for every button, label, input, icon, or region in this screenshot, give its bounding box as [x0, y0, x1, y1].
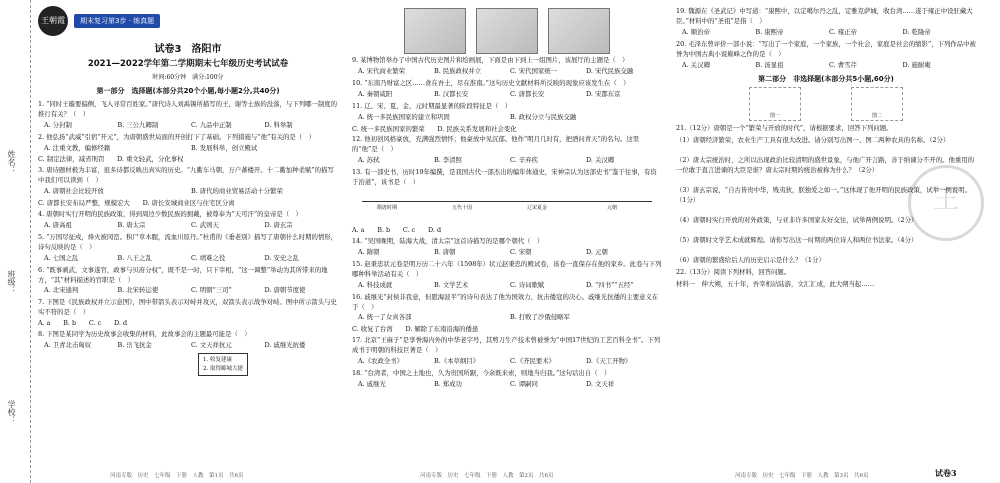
question: （3）唐玄宗说，“自古皆贵中华，贱夷狄，朕独爱之如一。”这体现了他开明的民族政策，试举一例说明。（1分） [676, 186, 971, 204]
question: 8. 下图是某同学为历史故事会收集的材料，此故事会的主题最可能是（ ） [38, 330, 251, 339]
brand-logo: 王朝霞 [38, 6, 68, 36]
exam-title: 2021—2022学年第二学期期末七年级历史考试试卷 [87, 58, 289, 69]
answer-option: D.《天工开物》 [586, 357, 632, 366]
answer-option: A. 顺治帝 [682, 27, 710, 36]
answer-option: A. 七国之乱 [44, 253, 79, 262]
answer-option: A. 注重文教，编修经籍 [44, 143, 111, 152]
question: 10. “东南乃财富之区……食在吾土，尽在淮南。”这句历史文献材料所反映的现象应该发生在（ ） [352, 78, 630, 87]
answer-option: B. 发展科举，创立殿试 [191, 143, 258, 152]
answer-option: A. 隋朝 [358, 247, 380, 256]
answer-option: D. 元朝 [586, 247, 608, 256]
tool-pictures [676, 87, 976, 121]
class-label: 班级： [7, 270, 16, 294]
column-2 [352, 6, 662, 392]
question: 1. “同时王璇要偏侧，飞入寻常百姓家。”唐代诗人刘禹锡所描写的王、谢等士族的没落，与下列哪一制度的推行有关？（ ） [38, 99, 338, 118]
answer-option: B. 三公九卿制 [117, 120, 159, 129]
answer-options [38, 286, 338, 296]
answer-options [38, 121, 338, 131]
answer-option: D. 安史之乱 [264, 253, 300, 262]
answer-option: C. 谭嗣同 [510, 379, 538, 388]
question: 17. 北京“王麻子”是享誉海内外的中华老字号，其剪刀生产技术曾被誉为“中国17世纪的工艺百科全书”。下列成书于明朝的科技巨著是（ ） [352, 336, 661, 355]
footer-page1: 河南专版 历史 七年级 下册 人教 第1页 共6页 [110, 473, 244, 479]
answer-options [352, 113, 662, 123]
answer-options [352, 380, 662, 390]
answer-option: B. 汉都长安 [434, 89, 469, 98]
answer-option: A. 卫青北击匈奴 [44, 341, 92, 350]
question: A. a B. b C. c D. d [352, 226, 442, 235]
answer-option: A. 唐高祖 [44, 220, 72, 229]
part2-heading: 第二部分 非选择题(本部分共5小题,60分) [758, 74, 894, 83]
answer-option: D. 唐玄宗 [264, 220, 293, 229]
question: C. 唐都长安布局严整，规模宏大 D. 唐长安城商业区与住宅区分离 [38, 199, 235, 208]
footer-page3: 河南专版 历史 七年级 下册 人教 第3页 共6页 [735, 473, 869, 479]
question: 13. 有一部史书，历时19年编撰，是我国古代一部杰出的编年体通史，宋神宗认为这部史书“鉴于往事，有资于治道”，该书是（ ） [352, 168, 657, 187]
timeline-label: 元朝 [606, 205, 617, 212]
answer-option: B. 李清照 [434, 156, 462, 165]
answer-option: D. 戚继光抗倭 [264, 341, 306, 350]
answer-option: C. 明朝“三司” [191, 286, 232, 295]
answer-option: B. 唐太宗 [117, 220, 146, 229]
school-label: 学校： [7, 400, 16, 424]
question: A. a B. b C. c D. d [38, 319, 128, 328]
answer-option: D. 乾隆帝 [902, 27, 931, 36]
tool-picture: 图一 [749, 87, 801, 121]
question: （6）唐朝的繁盛给后人的历史启示是什么？（1分） [676, 255, 825, 264]
answer-options [352, 313, 662, 323]
question: 3. 唐诗题材极为丰富，很多诗都反映出真实的历史。“九衢车马朝，万户蕃楼开。十二衢加种柔赋”的描写中我们可以读到（ ） [38, 166, 334, 185]
column-3 [676, 6, 976, 292]
artifact-images [352, 8, 662, 54]
question: 6. “既事剥武，文事遂官，政事与贝府分权”，既不是一时，只下宰相，“这一调整”举动为其所带来的地方，“其”材料描述的官职是（ ） [38, 265, 328, 284]
answer-option: B. 康熙帝 [755, 27, 784, 36]
answer-options [352, 281, 662, 291]
question: C. 制定法律，减省刑罚 D. 重文轻武，分化事权 [38, 155, 184, 164]
paper-tag: 试卷3 [935, 468, 957, 478]
question: 19. 魏源在《圣武记》中写道：“康熙中，以定噶尔丹之乱，定雅克萨城，收台湾……遂于雍正中设驻藏大臣。”材料中的“圣祖”是指（ ） [676, 7, 973, 25]
answer-options [38, 254, 338, 264]
question: 9. 某博物馆举办了中国古代历史图片和绘画展，下面是由下到上一组图片，该展厅的主题是（ ） [352, 56, 629, 64]
answer-option: C. 文天祥抗元 [191, 341, 232, 350]
answer-option: A. 宋代商业繁荣 [358, 66, 406, 75]
answer-option: C. 辛弃疾 [510, 156, 538, 165]
answer-options [352, 357, 662, 367]
question: 14. “吴国晚期，陆海大战，清太宗”这首诗描写的是哪个朝代（ ） [352, 236, 544, 245]
answer-option: A. 唐朝社会比较开放 [44, 187, 104, 196]
question: 22.（13分）阅读下列材料，回答问题。 [676, 267, 791, 276]
answer-option: A. 分封制 [44, 120, 72, 129]
questions-2b [352, 226, 662, 390]
exam-number: 试卷3 洛阳市 [154, 44, 222, 55]
answer-options [38, 144, 338, 154]
answer-option: A.《农政全书》 [358, 357, 403, 366]
answer-option: A. 统一多民族国家的建立和巩固 [358, 112, 450, 121]
answer-option: C. 雍正帝 [829, 27, 857, 36]
answer-option: D. “四书”“五经” [586, 280, 634, 289]
questions-3a [676, 7, 976, 71]
tool-picture: 图二 [851, 87, 903, 121]
answer-option: A. 科技成就 [358, 280, 393, 289]
answer-options [676, 28, 976, 38]
answer-option: A. 关汉卿 [682, 60, 710, 69]
answer-option: C. 宋朝 [510, 247, 532, 256]
timeline-label: 隋唐时期 [376, 205, 397, 212]
question: 4. 唐朝时实行开明的民族政策，得到周边少数民族的拥戴，被尊奉为“天可汗”的皇帝是（ ） [38, 210, 302, 219]
answer-option: C. 武则天 [191, 220, 219, 229]
answer-option: D. 关汉卿 [586, 156, 615, 165]
binding-strip [0, 0, 31, 483]
history-timeline [352, 191, 662, 223]
answer-option: C.《齐民要术》 [510, 357, 556, 366]
watermark-seal: 王 [908, 165, 984, 241]
answer-option: D. 唐朝节度使 [264, 286, 306, 295]
answer-option: A. 统一了女真各部 [358, 313, 412, 322]
answer-option: B. 郑成功 [434, 379, 462, 388]
artifact-image [404, 8, 466, 54]
answer-options [352, 156, 662, 166]
questions-1 [38, 100, 338, 351]
answer-options [352, 90, 662, 100]
answer-option: B. 八王之乱 [117, 253, 152, 262]
question: （1）唐朝经济繁荣，农业生产工具有很大改进。请分别写出图一、图二两种农具的名称。（2分） [676, 136, 950, 145]
answer-option: B. 北宋转运使 [117, 286, 159, 295]
questions-2 [352, 56, 662, 390]
question: 5. “万国尽征戍，烽火被冈峦。积尸草木腥，流血川原丹。”杜甫的《垂老别》描写了唐朝什么时期的情形，诗句反映的是（ ） [38, 232, 338, 251]
answer-option: B. 汤显祖 [755, 60, 784, 69]
timeline-axis [362, 201, 652, 202]
question: 21.（12分）唐朝是一个“繁荣与开放的时代”，请根据要求，回答下列问题。 [676, 124, 893, 133]
answer-option: B. 文学艺术 [434, 280, 469, 289]
answer-option: B. 打败了沙俄侵略军 [510, 313, 570, 322]
answer-option: D. 宋都东京 [586, 89, 621, 98]
step-badge: 期末复习第3步 · 练真题 [74, 14, 160, 29]
answer-option: D. 科举制 [264, 120, 293, 129]
answer-option: B. 唐代的商业贸易活动十分繁荣 [191, 187, 283, 196]
question: 7. 下图是《民族政权并立示意图》，图中带箭头表示对峙并攻灭，双箭头表示战争对峙。图中所示箭头与史实不符的是（ ） [38, 298, 337, 317]
answer-option: C. 宋代国家统一 [510, 66, 558, 75]
exam-meta: 时间:60分钟 满分:100分 [152, 73, 224, 81]
question: 材料一 伸大朔，五十年，吾宰相站陆游，文汇汇成，此大朔当起…… [676, 279, 875, 288]
answer-option: D. 文天祥 [586, 379, 615, 388]
question: 15. 赵秉忠状元卷是明万历二十六年（1598年）状元赵秉忠的殿试卷，该卷一直保存在他的家乡。此卷与下列哪种科举活动有关（ ） [352, 259, 662, 278]
answer-options [352, 248, 662, 258]
answer-options [676, 61, 976, 71]
answer-option: A. 秦朝咸阳 [358, 89, 393, 98]
question: （4）唐朝时实行开放的对外政策，与亚非许多国家友好交往，试举两例说明。（2分） [676, 215, 918, 224]
timeline-label: 辽宋夏金 [526, 205, 547, 212]
answer-options [38, 221, 338, 231]
story-note [198, 353, 248, 376]
artifact-image [476, 8, 538, 54]
answer-option: C. 靖难之役 [191, 253, 226, 262]
question: 16. 戚继光“封侯非我意，但愿海波平”的诗句表达了他为国效力、抗击倭寇的决心。戚继光抗倭的主要意义在于（ ） [352, 292, 659, 311]
answer-option: A. 苏轼 [358, 156, 380, 165]
answer-option: A. 北宋通判 [44, 286, 79, 295]
answer-option: B.《本草纲目》 [434, 357, 480, 366]
artifact-image [548, 8, 610, 54]
timeline-label: 五代十国 [451, 205, 472, 212]
question: （2）唐太宗统治时，之所以出现政治比较清明的盛世景象，与他广开言路，善于纳谏分不开的。他重用的一位敢于直言进谏的大臣是谁？唐太宗时期的统治被称为什么？（2分） [676, 156, 975, 175]
answer-option: B. 政权分立与民族交融 [510, 112, 577, 121]
answer-option: C. 九品中正制 [191, 120, 232, 129]
answer-options [352, 67, 662, 77]
column-1 [38, 6, 338, 376]
answer-option: A. 戚继光 [358, 379, 386, 388]
answer-option: B. 唐朝 [434, 247, 456, 256]
footer-page2: 河南专版 历史 七年级 下册 人教 第2页 共6页 [420, 473, 554, 479]
note-line: 2. 取得郾城大捷 [203, 365, 243, 372]
answer-option: B. 民族政权并立 [434, 66, 482, 75]
answer-option: C. 曹雪芹 [829, 60, 857, 69]
note-line: 1. 收复建康 [203, 357, 232, 364]
answer-option: D. 宋代民族交融 [586, 66, 634, 75]
question: 11. 辽、宋、夏、金、元时期最显著的阶段特征是（ ） [352, 101, 512, 110]
answer-options [38, 187, 338, 197]
question: （5）唐朝时文学艺术成就辉煌。请你写出这一时期的两位诗人和两位书法家。（4分） [676, 235, 918, 244]
name-label: 姓名： [7, 150, 16, 174]
question: C. 统一多民族国家的繁荣 D. 民族关系发展和社会变化 [352, 124, 517, 133]
answer-option: D. 施耐庵 [902, 60, 931, 69]
question: C. 收复了台湾 D. 解除了东南沿海的倭患 [352, 325, 479, 334]
answer-options [38, 341, 338, 351]
question: 12. 他初创风格豪放，充满强烈情怀；他豪放中见沉郁。他作“明月几时有，把酒问青天”的名句。这里的“他”是（ ） [352, 135, 640, 154]
answer-option: B. 岳飞抗金 [117, 341, 152, 350]
answer-option: C. 诗词歌赋 [510, 280, 545, 289]
question: 18. “台湾者，中国之土地也，久为贵国所踞，今余既来索，则地当归我。”这句话出自（ ） [352, 369, 611, 378]
answer-option: C. 唐都长安 [510, 89, 545, 98]
question: 20. 毛泽东曾评价一部小说：“写出了一个家庭，一个家族，一个社会，家庭是社会的缩影”，下列作品中被誉为中国古典小说巅峰之作的是（ ） [676, 39, 976, 58]
question: 2. 他弘扬“武威”引宿“开元”，为唐朝盛世局面的开创打下了基础。下列措施与“他”有关的是（ ） [38, 132, 315, 141]
part1-heading: 第一部分 选择题(本部分共20个小题,每小题2分,共40分) [96, 86, 280, 95]
